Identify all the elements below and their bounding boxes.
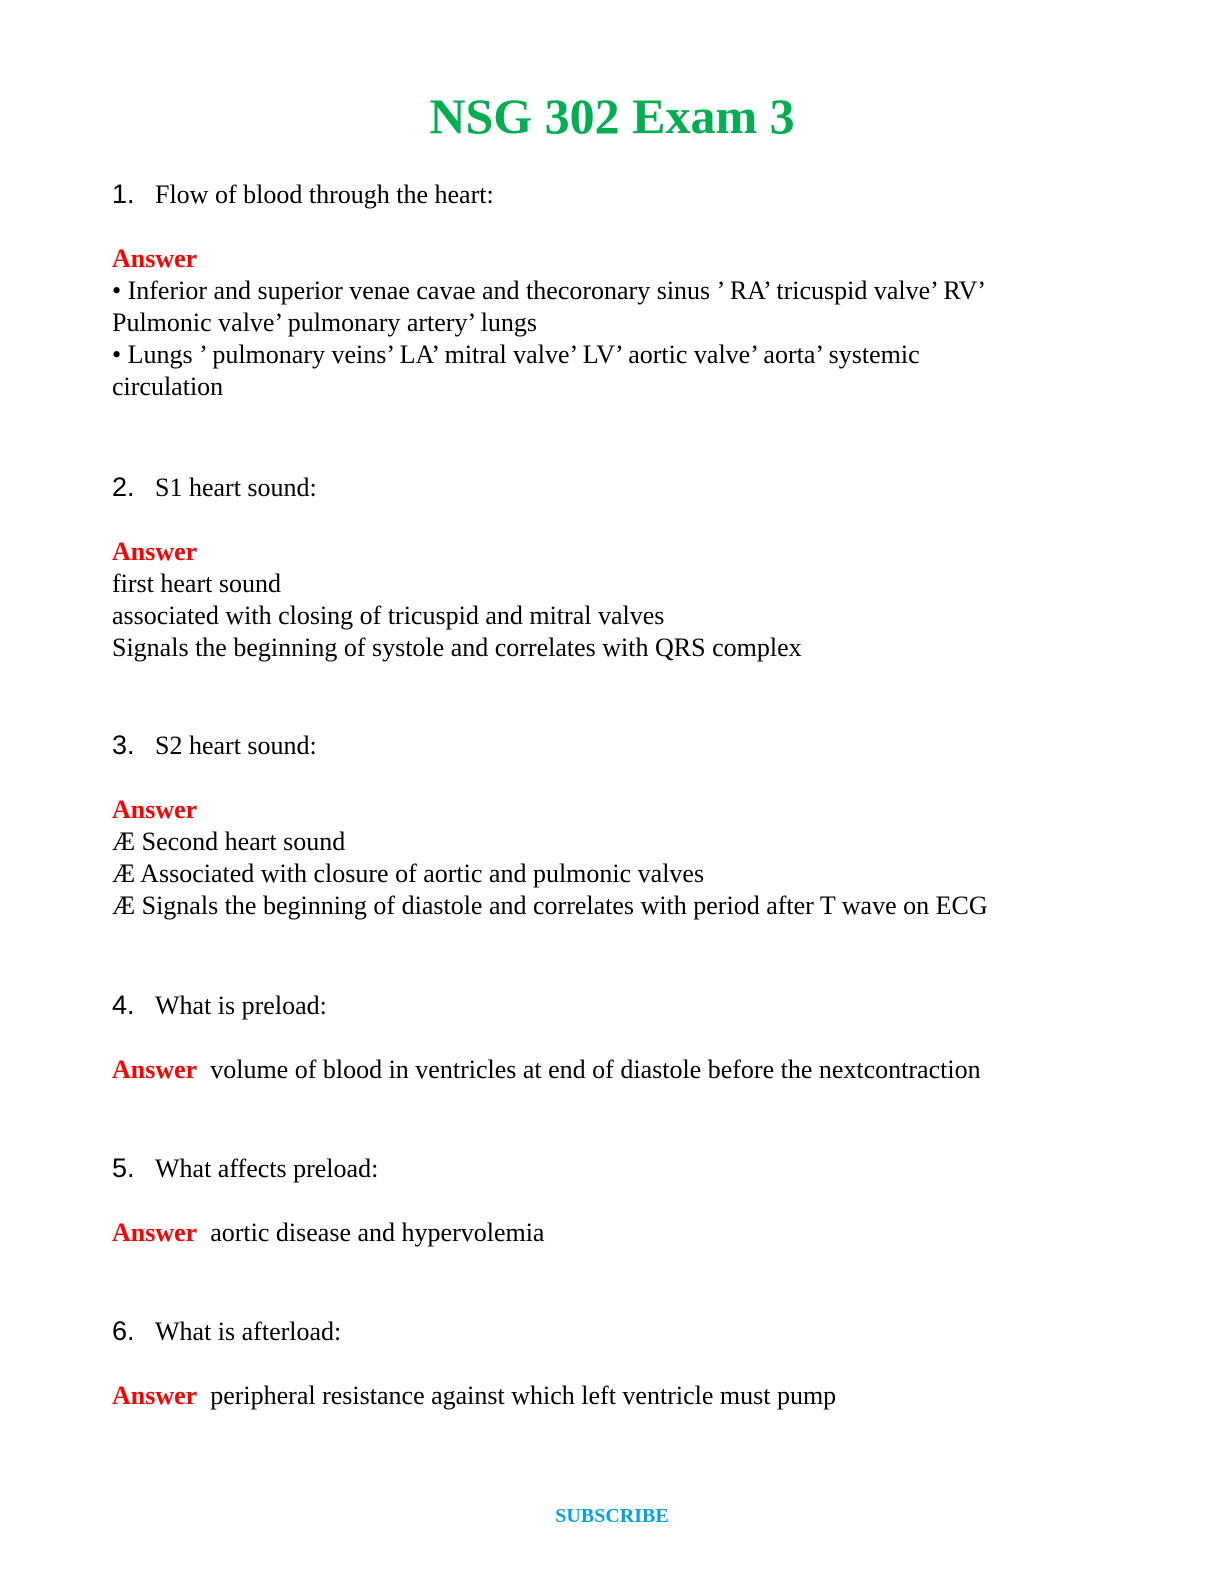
answer-line: Æ Second heart sound <box>112 827 346 856</box>
answer-block <box>112 794 1112 922</box>
answer-text: volume of blood in ventricles at end of diastole before the nextcontraction <box>210 1055 981 1084</box>
answer-line: circulation <box>112 372 224 401</box>
question-6-prompt <box>112 1315 1112 1348</box>
question-1-prompt <box>112 178 1112 211</box>
answer-line: • Lungs ’ pulmonary veins’ LA’ mitral valve’ LV’ aortic valve’ aorta’ systemic <box>112 340 920 369</box>
answer-block <box>112 1054 1112 1086</box>
question-text: S1 heart sound: <box>155 473 317 502</box>
question-text: S2 heart sound: <box>155 731 317 760</box>
answer-line: Pulmonic valve’ pulmonary artery’ lungs <box>112 308 538 337</box>
answer-line: Signals the beginning of systole and correlates with QRS complex <box>112 633 802 662</box>
question-6 <box>112 1315 1112 1412</box>
question-number: 5. <box>112 1153 135 1183</box>
question-2-prompt <box>112 471 1112 504</box>
answer-text: aortic disease and hypervolemia <box>210 1218 545 1247</box>
question-number: 2. <box>112 472 135 502</box>
answer-line: Æ Signals the beginning of diastole and correlates with period after T wave on ECG <box>112 891 988 920</box>
question-2 <box>112 471 1112 664</box>
question-number: 1. <box>112 179 135 209</box>
question-text: What affects preload: <box>155 1154 379 1183</box>
question-4 <box>112 989 1112 1086</box>
answer-block <box>112 1217 1112 1249</box>
question-3 <box>112 729 1112 922</box>
question-text: Flow of blood through the heart: <box>155 180 494 209</box>
question-number: 4. <box>112 990 135 1020</box>
answer-line: Æ Associated with closure of aortic and pulmonic valves <box>112 859 705 888</box>
question-3-prompt <box>112 729 1112 762</box>
question-4-prompt <box>112 989 1112 1022</box>
answer-label: Answer <box>112 244 198 273</box>
question-5-prompt <box>112 1152 1112 1185</box>
answer-label: Answer <box>112 1381 198 1410</box>
answer-block <box>112 243 1112 403</box>
question-number: 6. <box>112 1316 135 1346</box>
answer-label: Answer <box>112 537 198 566</box>
answer-label: Answer <box>112 1218 198 1247</box>
question-text: What is afterload: <box>155 1317 342 1346</box>
answer-block <box>112 1380 1112 1412</box>
answer-line: first heart sound <box>112 569 281 598</box>
question-5 <box>112 1152 1112 1249</box>
question-number: 3. <box>112 730 135 760</box>
subscribe-link[interactable]: SUBSCRIBE <box>555 1505 669 1527</box>
answer-label: Answer <box>112 1055 198 1084</box>
question-1 <box>112 178 1112 403</box>
answer-line: associated with closing of tricuspid and mitral valves <box>112 601 665 630</box>
answer-block <box>112 536 1112 664</box>
answer-text: peripheral resistance against which left ventricle must pump <box>210 1381 837 1410</box>
answer-line: • Inferior and superior venae cavae and thecoronary sinus ’ RA’ tricuspid valve’ RV’ <box>112 276 987 305</box>
page-title: NSG 302 Exam 3 <box>429 88 795 144</box>
question-text: What is preload: <box>155 991 327 1020</box>
answer-label: Answer <box>112 795 198 824</box>
